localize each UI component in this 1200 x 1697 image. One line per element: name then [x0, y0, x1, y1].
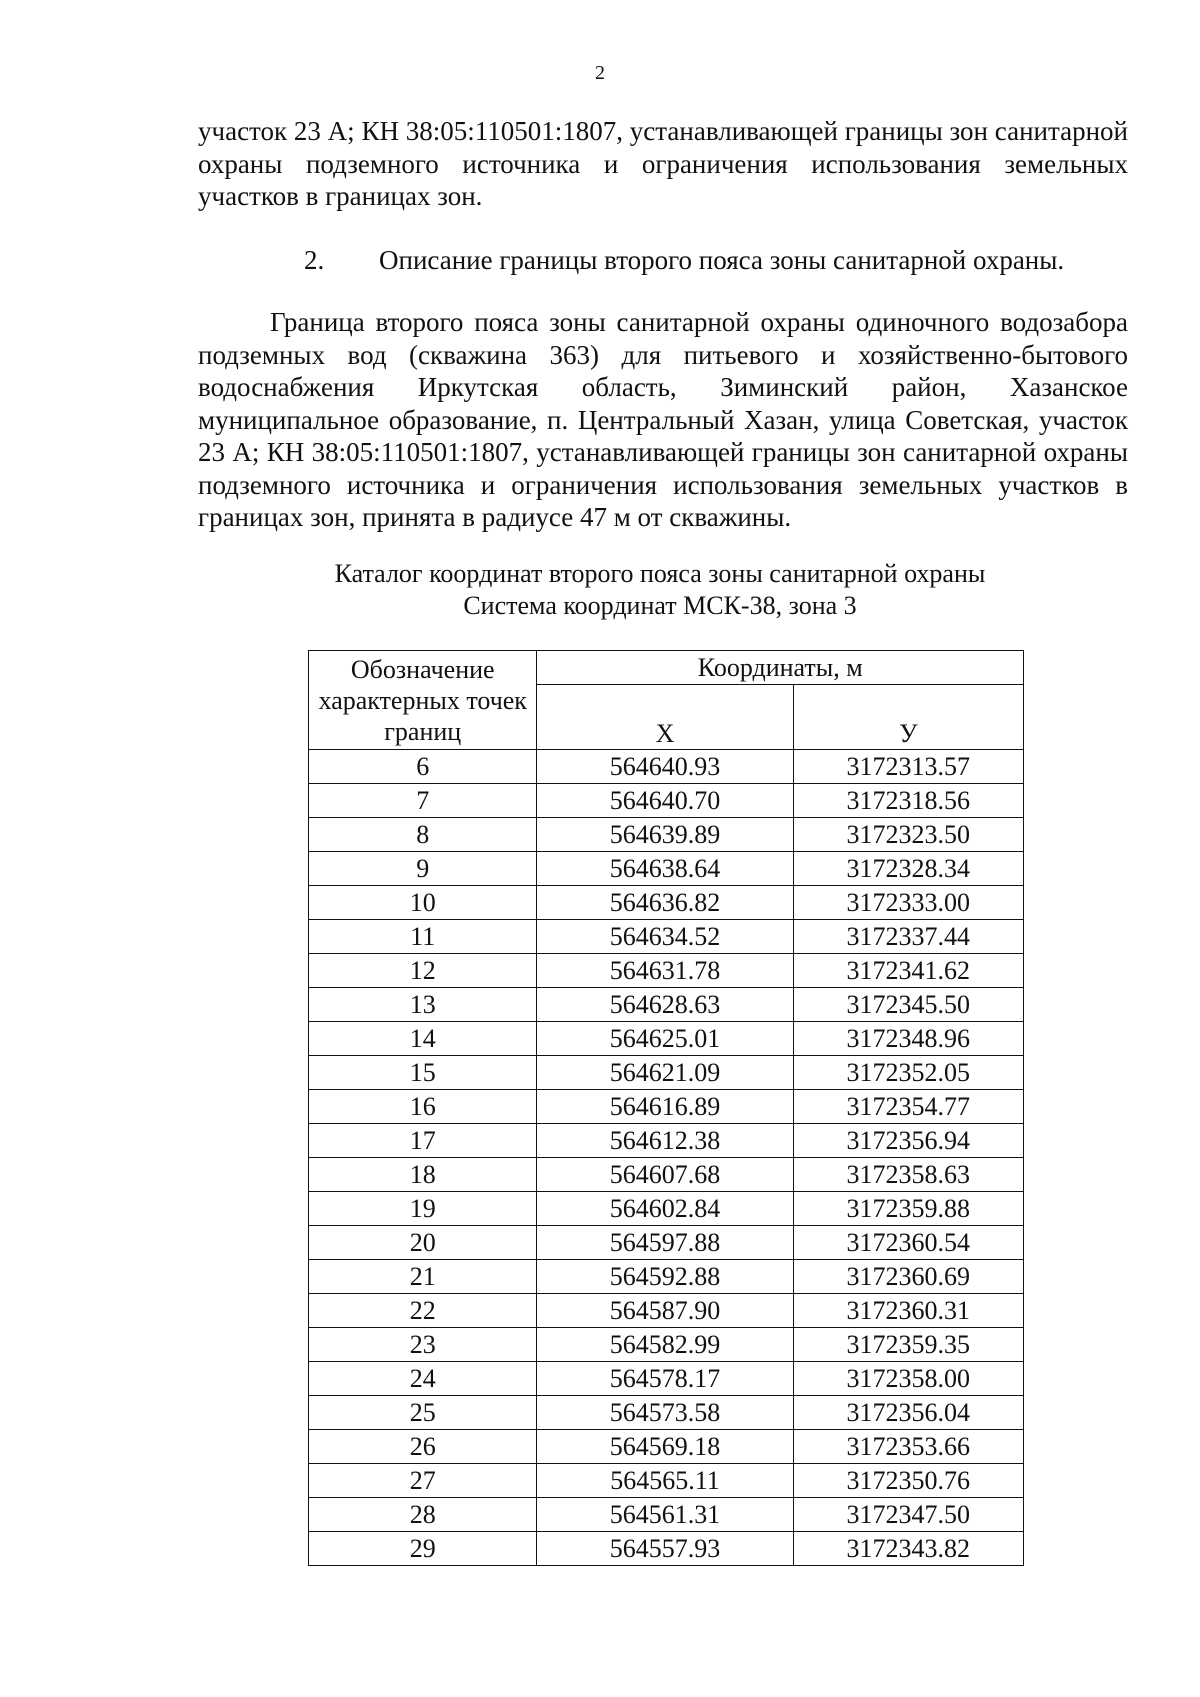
point-cell: 15: [309, 1056, 537, 1090]
table-row: [309, 1464, 1024, 1498]
point-cell: 26: [309, 1430, 537, 1464]
y-cell: 3172359.35: [793, 1328, 1023, 1362]
point-cell: 22: [309, 1294, 537, 1328]
y-cell: 3172341.62: [793, 954, 1023, 988]
table-row: [309, 1498, 1024, 1532]
y-cell: 3172358.63: [793, 1158, 1023, 1192]
table-row: [309, 1226, 1024, 1260]
x-cell: 564565.11: [537, 1464, 793, 1498]
table-row: [309, 1022, 1024, 1056]
y-cell: 3172356.04: [793, 1396, 1023, 1430]
table-row: [309, 1158, 1024, 1192]
intro-paragraph: участок 23 А; КН 38:05:110501:1807, устанавливающей границы зон санитарной охраны подземного источника и ограничения использования земельных участков в границах зон.: [198, 116, 1128, 211]
y-cell: 3172350.76: [793, 1464, 1023, 1498]
table-row: [309, 1294, 1024, 1328]
point-cell: 29: [309, 1532, 537, 1566]
table-row: [309, 1362, 1024, 1396]
coordinates-table-body: [309, 750, 1024, 1566]
table-row: [309, 852, 1024, 886]
table-row: [309, 1260, 1024, 1294]
y-cell: 3172337.44: [793, 920, 1023, 954]
x-cell: 564587.90: [537, 1294, 793, 1328]
x-cell: 564578.17: [537, 1362, 793, 1396]
y-cell: 3172360.31: [793, 1294, 1023, 1328]
point-cell: 27: [309, 1464, 537, 1498]
table-caption: [0, 558, 1200, 622]
x-cell: 564621.09: [537, 1056, 793, 1090]
point-cell: 20: [309, 1226, 537, 1260]
x-cell: 564638.64: [537, 852, 793, 886]
header-y: У: [793, 685, 1023, 750]
x-cell: 564569.18: [537, 1430, 793, 1464]
table-row: [309, 1430, 1024, 1464]
point-cell: 18: [309, 1158, 537, 1192]
y-cell: 3172323.50: [793, 818, 1023, 852]
table-row: [309, 886, 1024, 920]
table-row: [309, 1532, 1024, 1566]
page-number: 2: [595, 62, 605, 84]
x-cell: 564602.84: [537, 1192, 793, 1226]
x-cell: 564631.78: [537, 954, 793, 988]
table-row: [309, 1124, 1024, 1158]
y-cell: 3172343.82: [793, 1532, 1023, 1566]
x-cell: 564582.99: [537, 1328, 793, 1362]
x-cell: 564639.89: [537, 818, 793, 852]
x-cell: 564607.68: [537, 1158, 793, 1192]
y-cell: 3172360.69: [793, 1260, 1023, 1294]
point-cell: 6: [309, 750, 537, 784]
y-cell: 3172354.77: [793, 1090, 1023, 1124]
table-row: [309, 1192, 1024, 1226]
point-cell: 14: [309, 1022, 537, 1056]
x-cell: 564628.63: [537, 988, 793, 1022]
point-cell: 7: [309, 784, 537, 818]
y-cell: 3172352.05: [793, 1056, 1023, 1090]
x-cell: 564640.93: [537, 750, 793, 784]
y-cell: 3172359.88: [793, 1192, 1023, 1226]
header-point-label: Обозначение характерных точек границ: [309, 651, 537, 750]
point-cell: 12: [309, 954, 537, 988]
x-cell: 564597.88: [537, 1226, 793, 1260]
y-cell: 3172328.34: [793, 852, 1023, 886]
table-row: [309, 1090, 1024, 1124]
x-cell: 564634.52: [537, 920, 793, 954]
table-row: [309, 1056, 1024, 1090]
table-row: [309, 818, 1024, 852]
y-cell: 3172313.57: [793, 750, 1023, 784]
x-cell: 564573.58: [537, 1396, 793, 1430]
point-cell: 8: [309, 818, 537, 852]
table-row: [309, 1328, 1024, 1362]
y-cell: 3172353.66: [793, 1430, 1023, 1464]
point-cell: 9: [309, 852, 537, 886]
caption-line-2: Система координат МСК-38, зона 3: [463, 591, 857, 620]
point-cell: 13: [309, 988, 537, 1022]
section-number: 2.: [304, 245, 325, 275]
table-row: [309, 784, 1024, 818]
x-cell: 564592.88: [537, 1260, 793, 1294]
x-cell: 564625.01: [537, 1022, 793, 1056]
point-cell: 10: [309, 886, 537, 920]
caption-line-1: Каталог координат второго пояса зоны санитарной охраны: [334, 559, 986, 588]
y-cell: 3172318.56: [793, 784, 1023, 818]
point-cell: 16: [309, 1090, 537, 1124]
point-cell: 17: [309, 1124, 537, 1158]
x-cell: 564557.93: [537, 1532, 793, 1566]
x-cell: 564636.82: [537, 886, 793, 920]
point-cell: 25: [309, 1396, 537, 1430]
y-cell: 3172356.94: [793, 1124, 1023, 1158]
y-cell: 3172348.96: [793, 1022, 1023, 1056]
y-cell: 3172358.00: [793, 1362, 1023, 1396]
point-cell: 24: [309, 1362, 537, 1396]
header-x: Х: [537, 685, 793, 750]
x-cell: 564616.89: [537, 1090, 793, 1124]
section-title: Описание границы второго пояса зоны санитарной охраны.: [379, 245, 1065, 275]
table-row: [309, 988, 1024, 1022]
section-heading: [304, 244, 1064, 276]
header-coordinates: Координаты, м: [537, 651, 1024, 685]
point-cell: 19: [309, 1192, 537, 1226]
table-row: [309, 750, 1024, 784]
point-cell: 11: [309, 920, 537, 954]
coordinates-table: [308, 650, 1024, 1566]
y-cell: 3172333.00: [793, 886, 1023, 920]
table-row: [309, 1396, 1024, 1430]
point-cell: 21: [309, 1260, 537, 1294]
y-cell: 3172360.54: [793, 1226, 1023, 1260]
table-row: [309, 920, 1024, 954]
x-cell: 564612.38: [537, 1124, 793, 1158]
point-cell: 28: [309, 1498, 537, 1532]
y-cell: 3172345.50: [793, 988, 1023, 1022]
x-cell: 564561.31: [537, 1498, 793, 1532]
description-paragraph: Граница второго пояса зоны санитарной охраны одиночного водозабора подземных вод (скважина 363) для питьевого и хозяйственно-бытового водоснабжения Иркутская область, Зиминский район, Хазанское муниципальное образование, п. Центральный Хазан, улица Советская, участок 23 А; КН 38:05:110501:1807, устанавливающей границы зон санитарной охраны подземного источника и ограничения использования земельных участков в границах зон, принята в радиусе 47 м от скважины.: [198, 307, 1128, 532]
point-cell: 23: [309, 1328, 537, 1362]
x-cell: 564640.70: [537, 784, 793, 818]
y-cell: 3172347.50: [793, 1498, 1023, 1532]
table-row: [309, 954, 1024, 988]
